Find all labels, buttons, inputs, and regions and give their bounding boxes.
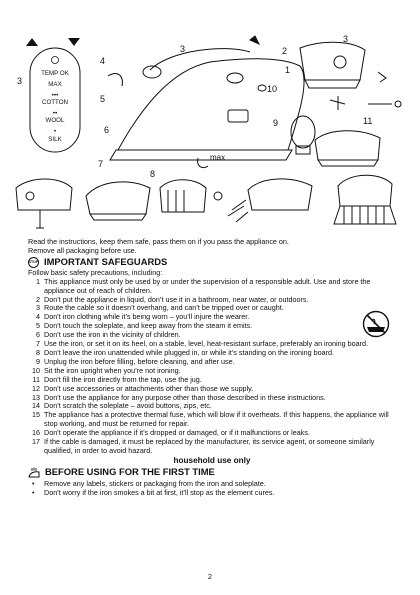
instructions-text	[28, 238, 396, 498]
safeguards-lead: Follow basic safety precautions, including:	[28, 267, 163, 277]
dial-label-cotton: COTTON	[41, 99, 69, 106]
dial-label-max: MAX	[48, 81, 62, 88]
stop-icon: STOP	[28, 257, 39, 268]
list-item: 17 If the cable is damaged, it must be replaced by the manufacturer, its service agent, or someone similarly qualified, in order to avoid hazard.	[32, 437, 375, 455]
callout-3-dial: 3	[17, 76, 23, 86]
callout-3-top: 3	[180, 44, 186, 54]
iron-illustrations	[0, 0, 420, 236]
list-item: 2 Don’t put the appliance in liquid, don’t use it in a bathroom, near water, or outdoors.	[36, 294, 309, 304]
temperature-dial-figure	[17, 38, 80, 152]
max-label: max	[210, 153, 226, 162]
callout-5: 5	[100, 94, 106, 104]
list-item: 6 Don’t use the iron in the vicinity of children.	[36, 330, 181, 340]
steam-burst-small-figure	[160, 180, 222, 212]
dial-dots-3: •••	[51, 92, 59, 99]
list-item: • Remove any labels, stickers or packaging from the iron and soleplate.	[32, 478, 266, 488]
callout-1: 1	[285, 65, 291, 75]
callout-4: 4	[100, 56, 106, 66]
intro-line-2: Remove all packaging before use.	[28, 245, 137, 255]
list-item: • Don’t worry if the iron smokes a bit at first, it’ll stop as the element cures.	[32, 487, 275, 497]
water-tank-figure	[300, 42, 386, 88]
dial-label-temp-ok: TEMP OK	[41, 70, 69, 77]
callout-9: 9	[273, 118, 279, 128]
down-arrow-icon	[68, 38, 80, 46]
intro-line-1: Read the instructions, keep them safe, pass them on if you pass the appliance on.	[28, 237, 289, 246]
first-time-title: BEFORE USING FOR THE FIRST TIME	[45, 466, 215, 478]
dial-dots-2: ••	[52, 110, 58, 117]
dial-dots-1: •	[53, 128, 57, 135]
list-item: 1 This appliance must only be used by or under the supervision of a responsible adult. Use and store the appliance out of reach of children.	[36, 276, 371, 295]
list-item: 10 Sit the iron upright when you’re not ironing.	[32, 365, 181, 375]
dial-label-silk: SILK	[48, 136, 62, 143]
list-item: 7 Use the iron, or set it on its heel, on a stable, level, heat-resistant surface, preferably an ironing board.	[36, 339, 369, 349]
page-number: 2	[207, 572, 213, 581]
list-item: 14 Don’t scratch the soleplate – avoid buttons, zips, etc.	[32, 401, 212, 411]
callout-6: 6	[104, 125, 110, 135]
callout-10: 10	[267, 84, 278, 94]
first-use-icon	[28, 467, 40, 479]
callout-11: 11	[363, 116, 373, 126]
list-item: 12 Don’t use accessories or attachments other than those we supply.	[32, 383, 254, 393]
list-item: 15 The appliance has a protective thermal fuse, which will blow if it overheats. If this happens, the appliance will stop working, and must be returned for repair.	[32, 410, 389, 429]
up-arrow-icon	[26, 38, 38, 46]
spray-mist-small-figure	[228, 179, 312, 222]
callout-3-right: 3	[343, 34, 349, 44]
preheat-small-figure	[86, 182, 150, 220]
main-iron-figure	[108, 36, 304, 168]
list-item: 13 Don’t use the appliance for any purpose other than those described in these instructions.	[32, 392, 326, 402]
list-item: 11 Don’t fill the iron directly from the tap, use the jug.	[32, 374, 202, 384]
fill-tank-small-figure	[16, 179, 72, 228]
brush-clean-small-figure	[334, 175, 396, 224]
safeguards-list	[28, 278, 396, 456]
first-time-heading	[28, 467, 396, 479]
callout-8: 8	[150, 169, 156, 179]
list-item: 3 Route the cable so it doesn’t overhang, and can’t be tripped over or caught.	[36, 303, 284, 313]
iron-filling-figure	[315, 131, 380, 166]
spray-figure	[291, 116, 315, 154]
callout-2: 2	[282, 46, 288, 56]
list-item: 16 Don’t operate the appliance if it’s dropped or damaged, or if it malfunctions or leaks.	[32, 428, 310, 438]
callout-7: 7	[98, 159, 104, 169]
safeguards-title: IMPORTANT SAFEGUARDS	[44, 255, 168, 267]
list-item: 4 Don’t iron clothing while it’s being worn – you’ll injure the wearer.	[36, 312, 250, 322]
dial-label-wool: WOOL	[45, 117, 65, 124]
list-item: 5 Don’t touch the soleplate, and keep away from the steam it emits.	[36, 321, 253, 331]
household-use-only: household use only	[173, 455, 251, 465]
list-item: 9 Unplug the iron before filling, before cleaning, and after use.	[36, 356, 235, 366]
list-item: 8 Don’t leave the iron unattended while plugged in, or while it’s standing on the ironing board.	[36, 347, 334, 357]
first-time-list	[28, 480, 396, 498]
safeguards-heading	[28, 257, 396, 268]
steam-setting-figure	[330, 96, 401, 110]
